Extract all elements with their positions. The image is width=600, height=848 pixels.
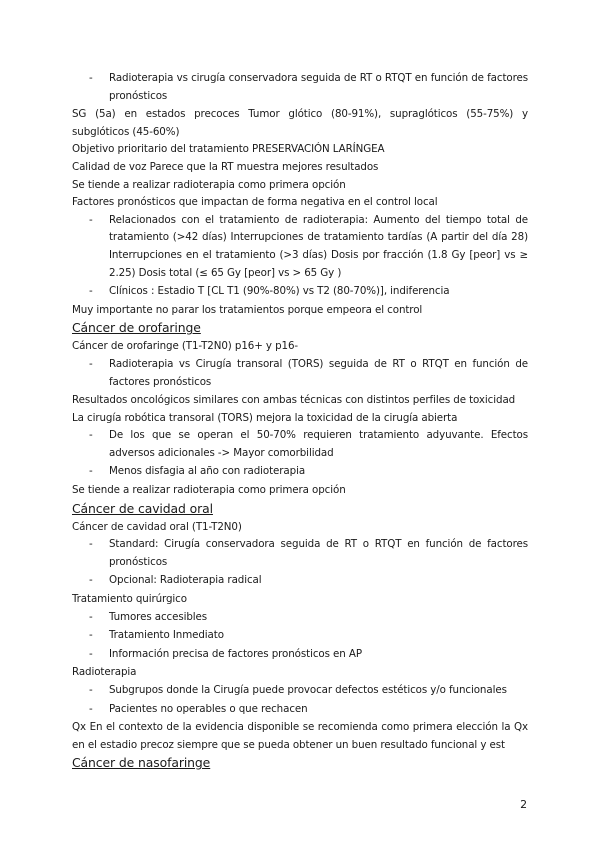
- list-item: - Tumores accesibles: [72, 609, 528, 627]
- paragraph: Se tiende a realizar radioterapia como primera opción: [72, 484, 346, 497]
- list-item: - Radioterapia vs Cirugía transoral (TORS) seguida de RT o RTQT en función de factores pronósticos: [72, 356, 528, 391]
- list-item: - Relacionados con el tratamiento de radioterapia: Aumento del tiempo total de tratamiento (>42 días) Interrupciones de tratamiento tardías (A partir del día 28) Interrupciones en el tratamiento (>3 días) Dosis por fracción (1.8 Gy [peor] vs ≥ 2.25) Dosis total (≤ 65 Gy [peor] vs > 65 Gy ): [72, 212, 528, 282]
- paragraph: Tratamiento quirúrgico: [72, 593, 187, 606]
- page-content: [72, 70, 528, 773]
- page-number: 2: [520, 798, 527, 811]
- list-item: - Subgrupos donde la Cirugía puede provocar defectos estéticos y/o funcionales: [72, 682, 528, 700]
- list-item: - Tratamiento Inmediato: [72, 627, 528, 645]
- list-item: - Opcional: Radioterapia radical: [72, 572, 528, 590]
- list-item: - Clínicos : Estadio T [CL T1 (90%-80%) vs T2 (80-70%)], indiferencia: [72, 283, 528, 301]
- section-heading-orofaringe: Cáncer de orofaringe: [72, 320, 201, 336]
- cavidad-oral-list: [72, 536, 528, 590]
- radiotherapy-list: [72, 682, 528, 718]
- treatment-options-list: [72, 70, 528, 105]
- paragraph: Resultados oncológicos similares con ambas técnicas con distintos perfiles de toxicidad: [72, 394, 516, 407]
- paragraph: Cáncer de orofaringe (T1-T2N0) p16+ y p16-: [72, 340, 299, 353]
- paragraph: Radioterapia: [72, 666, 137, 679]
- orofaringe-list: [72, 356, 528, 391]
- paragraph: Qx En el contexto de la evidencia disponible se recomienda como primera elección la Qx en el estadio precoz siempre que se pueda obtener un buen resultado funcional y est: [72, 721, 528, 751]
- list-item: - Standard: Cirugía conservadora seguida de RT o RTQT en función de factores pronósticos: [72, 536, 528, 571]
- paragraph: La cirugía robótica transoral (TORS) mejora la toxicidad de la cirugía abierta: [72, 411, 458, 424]
- paragraph: Se tiende a realizar radioterapia como primera opción: [72, 178, 346, 191]
- paragraph: Factores pronósticos que impactan de forma negativa en el control local: [72, 196, 438, 209]
- paragraph: Cáncer de cavidad oral (T1-T2N0): [72, 520, 242, 533]
- list-item: - Información precisa de factores pronósticos en AP: [72, 646, 528, 664]
- prognostic-factors-list: [72, 212, 528, 301]
- paragraph: Calidad de voz Parece que la RT muestra mejores resultados: [72, 160, 379, 173]
- section-heading-cavidad-oral: Cáncer de cavidad oral: [72, 500, 213, 516]
- paragraph: SG (5a) en estados precoces Tumor glótico (80-91%), supraglóticos (55-75%) y subglóticos (45-60%): [72, 108, 528, 138]
- list-item: - Menos disfagia al año con radioterapia: [72, 463, 528, 481]
- list-item: - De los que se operan el 50-70% requieren tratamiento adyuvante. Efectos adversos adicionales -> Mayor comorbilidad: [72, 427, 528, 462]
- paragraph: Muy importante no parar los tratamientos porque empeora el control: [72, 303, 423, 316]
- list-item: - Pacientes no operables o que rechacen: [72, 701, 528, 719]
- surgical-treatment-list: [72, 609, 528, 664]
- paragraph: Objetivo prioritario del tratamiento PRESERVACIÓN LARÍNGEA: [72, 143, 385, 156]
- list-item: - Radioterapia vs cirugía conservadora seguida de RT o RTQT en función de factores pronósticos: [72, 70, 528, 105]
- section-heading-nasofaringe: Cáncer de nasofaringe: [72, 755, 211, 771]
- orofaringe-list-2: [72, 427, 528, 481]
